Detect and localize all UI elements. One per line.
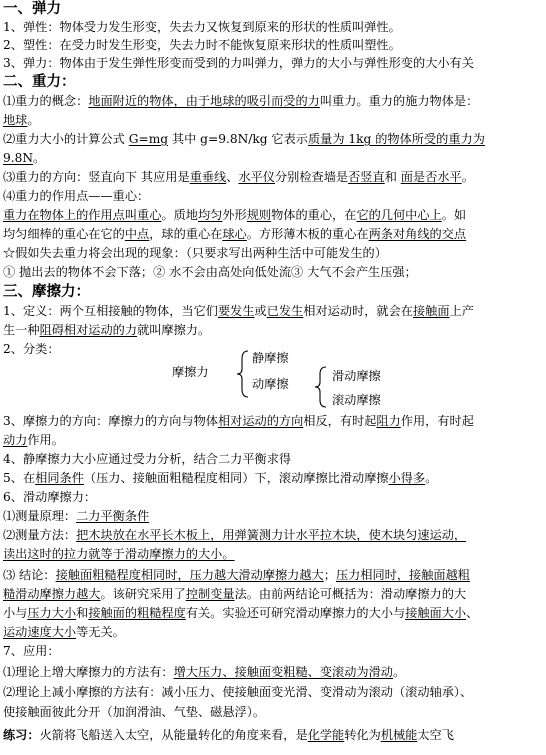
text-segment: 和 [76, 606, 89, 620]
text-segment: 、 [466, 606, 479, 620]
underlined-answer: 压力大小 [27, 606, 77, 620]
text-line-28 [3, 586, 543, 603]
text-line-24 [3, 508, 543, 525]
text-segment: 。 [27, 113, 40, 127]
underlined-answer: 接触面大小 [405, 606, 467, 620]
text-line-32 [3, 664, 543, 681]
text-segment: 、 [226, 170, 239, 184]
text-segment: 相反，有时起 [303, 414, 377, 428]
text-segment: 。 [461, 170, 474, 184]
underlined-answer: 阻碍相对运动的力 [39, 323, 138, 337]
underlined-answer: 质量为 1kg 的物体所受的重力为 [307, 132, 485, 146]
underlined-answer: 接触面的粗糙程度 [88, 606, 186, 620]
text-line-20 [3, 432, 543, 449]
text-line-34 [3, 704, 543, 721]
text-segment: ① 抛出去的物体不会下落；② 水不会由高处向低处流③ 大气不会产生压强； [3, 265, 417, 279]
text-segment: 均匀细棒的重心在它的 [3, 227, 125, 241]
text-line-1 [3, 19, 543, 36]
text-segment: 相对运动时，就会在 [303, 304, 413, 318]
text-segment: 。如 [441, 208, 467, 222]
text-segment: 1、定义：两个互相接触的物体，当它们 [3, 304, 218, 318]
text-line-13 [3, 245, 543, 262]
text-segment: ⑴测量原理： [3, 509, 77, 523]
underlined-answer: 两条对角线的交点 [368, 227, 467, 241]
text-segment: 有关。实验还可研究滑动摩擦力的大小与 [185, 606, 406, 620]
tree-static-friction: 静摩擦 [252, 351, 289, 365]
text-segment: 二、重力： [3, 74, 76, 90]
underlined-answer: 重垂线 [189, 170, 227, 184]
text-line-7 [3, 131, 543, 148]
brace-right [314, 365, 328, 409]
section-heading-0 [3, 0, 543, 19]
text-line-31 [3, 643, 543, 660]
tree-dynamic-friction: 动摩擦 [252, 377, 289, 391]
text-segment: ⑶ 结论： [3, 568, 56, 582]
text-line-29 [3, 605, 543, 622]
tree-sliding-friction: 滑动摩擦 [332, 369, 381, 383]
underlined-answer: 接触面粗糙程度相同时，压力越大滑动摩擦力越大 [55, 568, 324, 582]
underlined-answer: 重力在物体上的作用点叫重心 [3, 208, 162, 222]
text-segment: 小与 [3, 606, 28, 620]
text-segment: 2、分类： [3, 342, 60, 356]
underlined-answer: 糙滑动摩擦力越大 [3, 587, 101, 601]
underlined-answer: 中点 [124, 227, 150, 241]
underlined-answer: 读出这时的拉力就等于滑动摩擦力的大小。 [3, 547, 235, 561]
text-segment: 法。由前两结论可概括为：滑动摩擦力的大 [234, 587, 467, 601]
text-segment: ⑶重力的方向：竖直向下 其应用是 [3, 170, 190, 184]
text-segment: 物体的重心，在 [271, 208, 357, 222]
text-segment: 。方形薄木板的重心在 [246, 227, 369, 241]
text-segment: 练习： [3, 728, 40, 742]
text-segment: 转化为 [344, 728, 381, 742]
text-segment: 三、摩擦力： [3, 284, 90, 300]
text-line-21 [3, 451, 543, 468]
text-segment: 2、塑性：在受力时发生形变，失去力时不能恢复原来形状的性质叫塑性。 [3, 38, 401, 52]
text-segment: 外形 [222, 208, 247, 222]
text-segment: 就叫摩擦力。 [137, 323, 211, 337]
text-segment: 太空飞 [417, 728, 454, 742]
underlined-answer: 面是否水平 [400, 170, 462, 184]
text-segment: ，球的重心在 [149, 227, 223, 241]
text-segment: 叫重力。重力的施力物体是： [319, 94, 479, 108]
underlined-answer: G=mg [128, 132, 169, 146]
text-segment: 3、弹力：物体由于发生弹性形变而受到的力叫弹力，弹力的大小与弹性形变的大小有关 [3, 56, 474, 70]
text-segment: 。 [33, 151, 46, 165]
text-segment: 1、弹性：物体受力发生形变，失去力又恢复到原来的形状的性质叫弹性。 [3, 20, 401, 34]
text-segment: 其中 g=9.8N/kg 它表示 [168, 132, 308, 146]
underlined-answer: 运动速度大小 [3, 625, 77, 639]
text-line-14 [3, 264, 543, 281]
section-heading-4 [3, 73, 543, 92]
text-segment: 使接触面彼此分开（加润滑油、气垫、磁悬浮）。 [3, 705, 266, 719]
text-segment: 和 [384, 170, 401, 184]
tree-root-friction: 摩擦力 [172, 365, 209, 379]
underlined-answer: 相对运动的方向 [217, 414, 304, 428]
text-segment: （压力、接触面粗糙程度相同）下，滚动摩擦比滑动摩擦 [83, 471, 389, 485]
text-segment: 一、弹力 [3, 1, 61, 17]
underlined-answer: 压力相同时，接触面越粗 [335, 568, 470, 582]
text-segment: ⑵理论上减小摩擦的方法有：减小压力、使接触面变光滑、变滑动为滚动（滚动轴承）、 [3, 685, 473, 699]
underlined-answer: 把木块放在水平长木板上，用弹簧测力计水平拉木块，使木块匀速运动， [76, 528, 467, 542]
text-line-8 [3, 150, 543, 167]
underlined-answer: 否竖直 [348, 170, 385, 184]
underlined-answer: 接触面 [412, 304, 450, 318]
text-segment: 上产 [449, 304, 474, 318]
text-segment: 分别检查墙是 [275, 170, 349, 184]
text-line-12 [3, 226, 543, 243]
underlined-answer: 水平仪 [238, 170, 275, 184]
text-segment: ⑷重力的作用点——重心： [3, 189, 150, 203]
text-segment: 作用。 [27, 433, 64, 447]
underlined-answer: 9.8N [3, 151, 34, 165]
text-line-16 [3, 303, 543, 320]
underlined-answer: 规则 [246, 208, 272, 222]
underlined-answer: 地面附近的物体，由于地球的吸引而受的力 [88, 94, 320, 108]
text-segment: ⑵重力大小的计算公式 [3, 132, 129, 146]
section-heading-15 [3, 283, 543, 302]
text-line-26 [3, 546, 543, 563]
text-segment: 5、在 [3, 471, 36, 485]
text-segment: 7、应用： [3, 644, 60, 658]
text-segment: 。质地 [161, 208, 198, 222]
underlined-answer: 相同条件 [35, 471, 84, 485]
text-segment: ； [323, 568, 336, 582]
text-line-27 [3, 567, 543, 584]
text-segment: 火箭将飞船送入太空，从能量转化的角度来看，是 [39, 728, 308, 742]
underlined-answer: 球心 [222, 227, 247, 241]
underlined-answer: 地球 [3, 113, 28, 127]
text-segment: ⑵测量方法： [3, 528, 77, 542]
text-line-22 [3, 470, 543, 487]
text-line-25 [3, 527, 543, 544]
text-segment: 。 [393, 665, 406, 679]
text-segment: 。该研究采用了 [100, 587, 186, 601]
text-line-17 [3, 322, 543, 339]
text-line-6 [3, 112, 543, 129]
text-segment: ⑴重力的概念： [3, 94, 89, 108]
text-segment: 作用，有时起 [400, 414, 474, 428]
text-segment: 等无关。 [76, 625, 125, 639]
text-segment: 4、静摩擦力大小应通过受力分析，结合二力平衡求得 [3, 452, 292, 466]
text-line-11 [3, 207, 543, 224]
text-line-33 [3, 684, 543, 701]
underlined-answer: 要发生 [217, 304, 255, 318]
underlined-answer: 机械能 [380, 728, 418, 742]
text-line-23 [3, 489, 543, 506]
underlined-answer: 化学能 [307, 728, 345, 742]
text-line-10 [3, 188, 543, 205]
text-segment: 3、摩擦力的方向：摩擦力的方向与物体 [3, 414, 218, 428]
text-line-5 [3, 93, 543, 110]
underlined-answer: 控制变量 [185, 587, 235, 601]
text-line-30 [3, 624, 543, 641]
text-line-19 [3, 413, 543, 430]
underlined-answer: 已发生 [266, 304, 304, 318]
text-segment: 生一种 [3, 323, 40, 337]
text-line-9 [3, 169, 543, 186]
text-segment: 。 [425, 471, 438, 485]
underlined-answer: 阻力 [376, 414, 401, 428]
text-line-35 [3, 727, 543, 744]
text-segment: 6、滑动摩擦力： [3, 490, 97, 504]
text-segment: ☆假如失去重力将会出现的现象：（只要求写出两种生活中可能发生的） [3, 246, 387, 260]
text-line-18 [3, 341, 543, 358]
text-segment: 或 [254, 304, 267, 318]
tree-rolling-friction: 滚动摩擦 [332, 393, 381, 407]
text-segment: ⑴理论上增大摩擦力的方法有： [3, 665, 174, 679]
underlined-answer: 动力 [3, 433, 28, 447]
text-line-3 [3, 55, 543, 72]
underlined-answer: 均匀 [198, 208, 223, 222]
underlined-answer: 小得多 [388, 471, 426, 485]
underlined-answer: 二力平衡条件 [76, 509, 150, 523]
text-line-2 [3, 37, 543, 54]
underlined-answer: 它的几何中心上 [356, 208, 442, 222]
underlined-answer: 增大压力、接触面变粗糙、变滚动为滑动 [173, 665, 393, 679]
